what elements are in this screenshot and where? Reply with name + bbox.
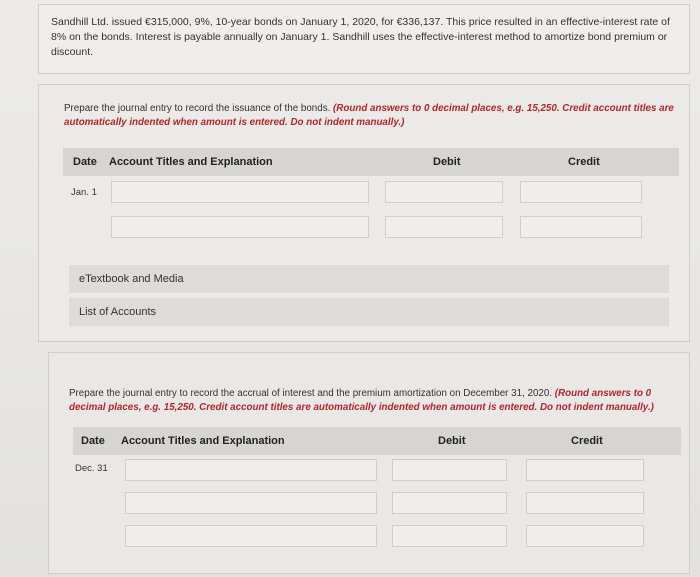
header-debit: Debit bbox=[438, 435, 466, 447]
header-credit: Credit bbox=[571, 435, 603, 447]
problem-text: Sandhill Ltd. issued €315,000, 9%, 10-year bonds on January 1, 2020, for €336,137. This price resulted in an effective-interest rate of 8% on the bonds. Interest is payable annually on January 1. Sandhill uses the effective-interest method to amortize bond premium or discount. bbox=[51, 16, 670, 58]
account-title-input-1[interactable] bbox=[125, 459, 377, 481]
header-credit: Credit bbox=[568, 156, 600, 168]
instruction-text: Prepare the journal entry to record the accrual of interest and the premium amortization on December 31, 2020. bbox=[69, 388, 553, 399]
instruction-accrual bbox=[69, 387, 681, 415]
credit-input-3[interactable] bbox=[526, 525, 644, 547]
instruction-issuance bbox=[64, 102, 674, 130]
instruction-note: (Round answers to 0 decimal places, e.g. 15,250. Credit account titles are automatically indented when amount is entered. Do not indent manually.) bbox=[64, 103, 674, 128]
header-date: Date bbox=[81, 435, 105, 447]
header-account: Account Titles and Explanation bbox=[121, 435, 285, 447]
journal-entry-card-accrual bbox=[48, 352, 690, 574]
entry-date: Jan. 1 bbox=[71, 187, 97, 198]
account-title-input-3[interactable] bbox=[125, 525, 377, 547]
account-title-input-1[interactable] bbox=[111, 181, 369, 203]
etextbook-link[interactable] bbox=[69, 265, 669, 293]
table-header bbox=[73, 427, 681, 455]
debit-input-3[interactable] bbox=[392, 525, 507, 547]
entry-date: Dec. 31 bbox=[75, 463, 108, 474]
table-header bbox=[63, 148, 679, 176]
header-date: Date bbox=[73, 156, 97, 168]
debit-input-2[interactable] bbox=[392, 492, 507, 514]
credit-input-1[interactable] bbox=[526, 459, 644, 481]
problem-statement bbox=[38, 4, 690, 74]
list-of-accounts-label: List of Accounts bbox=[79, 306, 157, 318]
credit-input-2[interactable] bbox=[520, 216, 642, 238]
account-title-input-2[interactable] bbox=[111, 216, 369, 238]
instruction-note: (Round answers to 0 decimal places, e.g. 15,250. Credit account titles are automatically indented when amount is entered. Do not indent manually.) bbox=[69, 388, 654, 413]
debit-input-1[interactable] bbox=[385, 181, 503, 203]
debit-input-1[interactable] bbox=[392, 459, 507, 481]
header-account: Account Titles and Explanation bbox=[109, 156, 273, 168]
debit-input-2[interactable] bbox=[385, 216, 503, 238]
account-title-input-2[interactable] bbox=[125, 492, 377, 514]
credit-input-2[interactable] bbox=[526, 492, 644, 514]
journal-entry-card-issuance bbox=[38, 84, 690, 342]
credit-input-1[interactable] bbox=[520, 181, 642, 203]
header-debit: Debit bbox=[433, 156, 461, 168]
list-of-accounts-link[interactable] bbox=[69, 298, 669, 326]
instruction-text: Prepare the journal entry to record the issuance of the bonds. bbox=[64, 103, 331, 114]
etextbook-label: eTextbook and Media bbox=[79, 273, 184, 285]
